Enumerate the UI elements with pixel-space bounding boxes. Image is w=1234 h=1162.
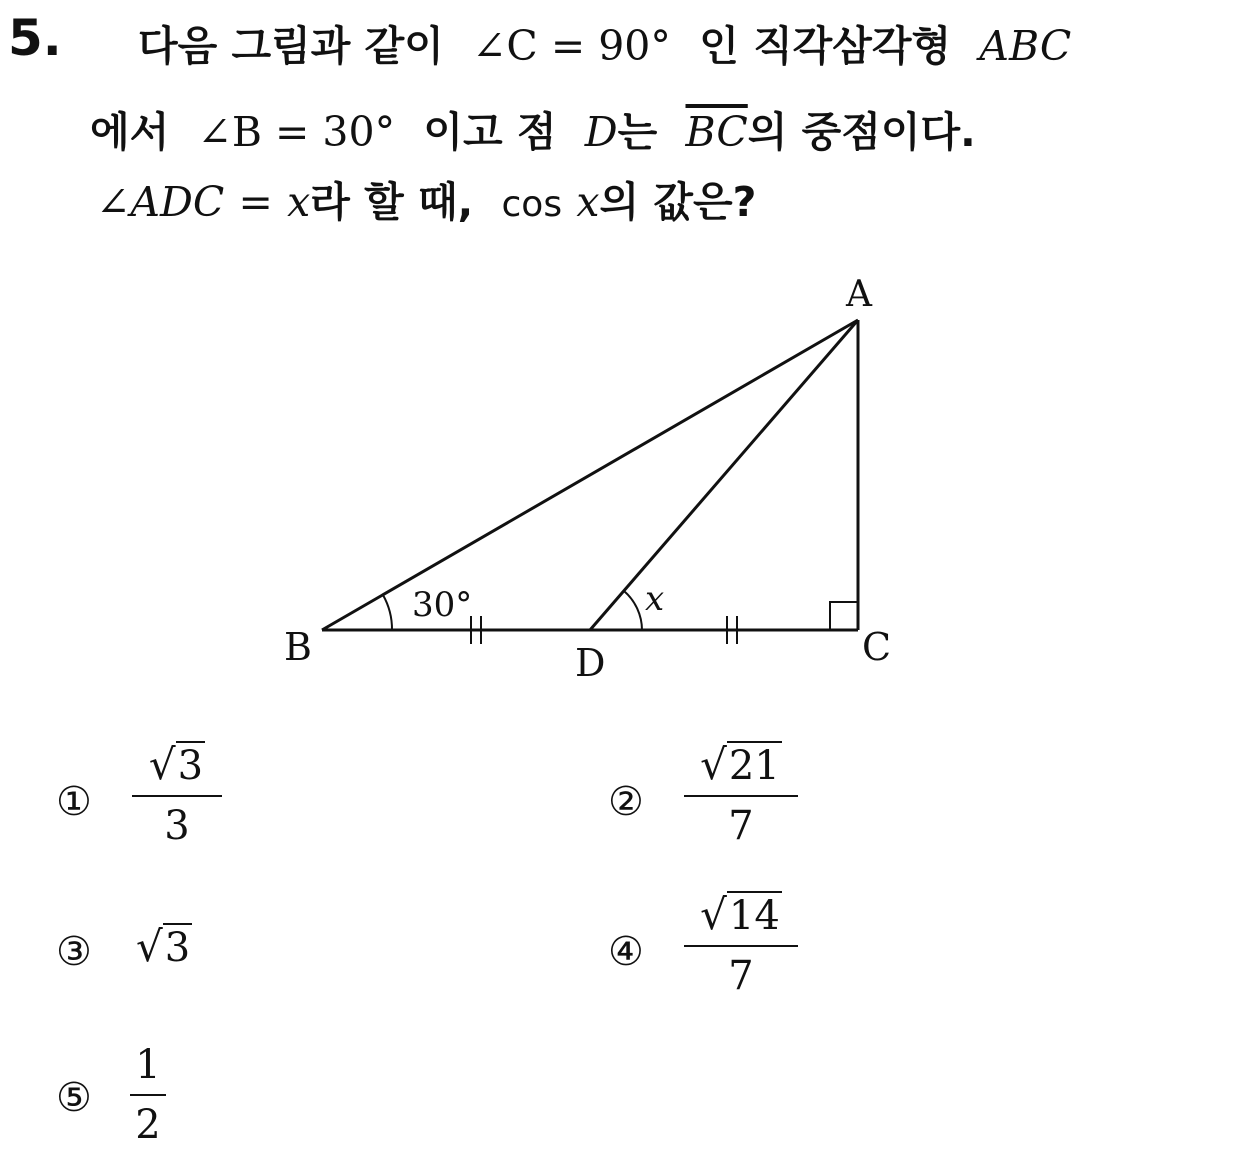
choice-2-denominator: 7 <box>728 803 754 849</box>
equals-sign: = <box>238 178 273 226</box>
choice-3-marker[interactable]: ③ <box>56 929 92 975</box>
variable-x: x <box>287 178 311 226</box>
question-number: 5. <box>8 9 62 67</box>
triangle-name: ABC <box>979 22 1072 70</box>
question-text: 다음 그림과 같이 <box>138 22 444 70</box>
angle-arc-b <box>383 595 392 630</box>
sqrt-symbol: √3 <box>148 740 204 789</box>
angle-arc-d <box>624 591 642 630</box>
choice-5-fraction[interactable] <box>130 1040 166 1150</box>
choice-2-marker[interactable]: ② <box>608 779 644 825</box>
side-ab <box>322 320 858 630</box>
choice-5-marker[interactable]: ⑤ <box>56 1075 92 1121</box>
label-c: C <box>862 625 892 669</box>
angle-b-label: 30° <box>412 585 473 625</box>
label-a: A <box>846 274 872 315</box>
sqrt-symbol: √21 <box>700 740 780 789</box>
choice-1-radicand: 3 <box>177 743 204 789</box>
fraction-bar <box>684 795 798 797</box>
question-text: 의 값은? <box>599 178 757 226</box>
fraction-bar <box>132 795 222 797</box>
question-text: 에서 <box>90 108 170 156</box>
question-text: 는 <box>617 108 658 156</box>
choice-5-numerator: 1 <box>135 1042 161 1088</box>
angle-b-expression: ∠B = 30° <box>197 108 396 156</box>
sqrt-symbol: √14 <box>700 890 780 939</box>
fraction-bar <box>130 1094 166 1096</box>
right-angle-mark <box>830 602 858 630</box>
choice-4-radicand: 14 <box>728 893 780 939</box>
segment-bc: $\overline{BC}$ <box>685 108 748 156</box>
question-text: 의 중점이다. <box>747 108 976 156</box>
variable-x: x <box>576 178 600 226</box>
label-b: B <box>284 625 312 669</box>
angle-x-label: x <box>645 579 665 619</box>
question-text: 라 할 때, <box>310 178 474 226</box>
choice-2-radicand: 21 <box>728 743 780 789</box>
fraction-bar <box>684 945 798 947</box>
choice-5-denominator: 2 <box>135 1102 161 1148</box>
angle-adc-expression: ∠ADC <box>96 178 225 226</box>
angle-c-expression: ∠C = 90° <box>472 22 671 70</box>
choice-4-denominator: 7 <box>728 953 754 999</box>
choice-3-value[interactable] <box>136 922 192 971</box>
choice-3-radicand: 3 <box>164 925 191 971</box>
choice-1-fraction[interactable] <box>132 740 222 851</box>
cos-function: cos <box>501 184 563 225</box>
choice-1-denominator: 3 <box>164 803 190 849</box>
label-d: D <box>575 641 606 685</box>
choice-1-marker[interactable]: ① <box>56 779 92 825</box>
question-text: 인 직각삼각형 <box>699 22 952 70</box>
choice-4-fraction[interactable] <box>684 890 798 1001</box>
point-d: D <box>584 108 618 156</box>
choice-2-fraction[interactable] <box>684 740 798 851</box>
segment-ad <box>590 320 858 630</box>
question-text: 이고 점 <box>423 108 557 156</box>
choice-4-marker[interactable]: ④ <box>608 929 644 975</box>
sqrt-symbol: √3 <box>136 922 191 971</box>
